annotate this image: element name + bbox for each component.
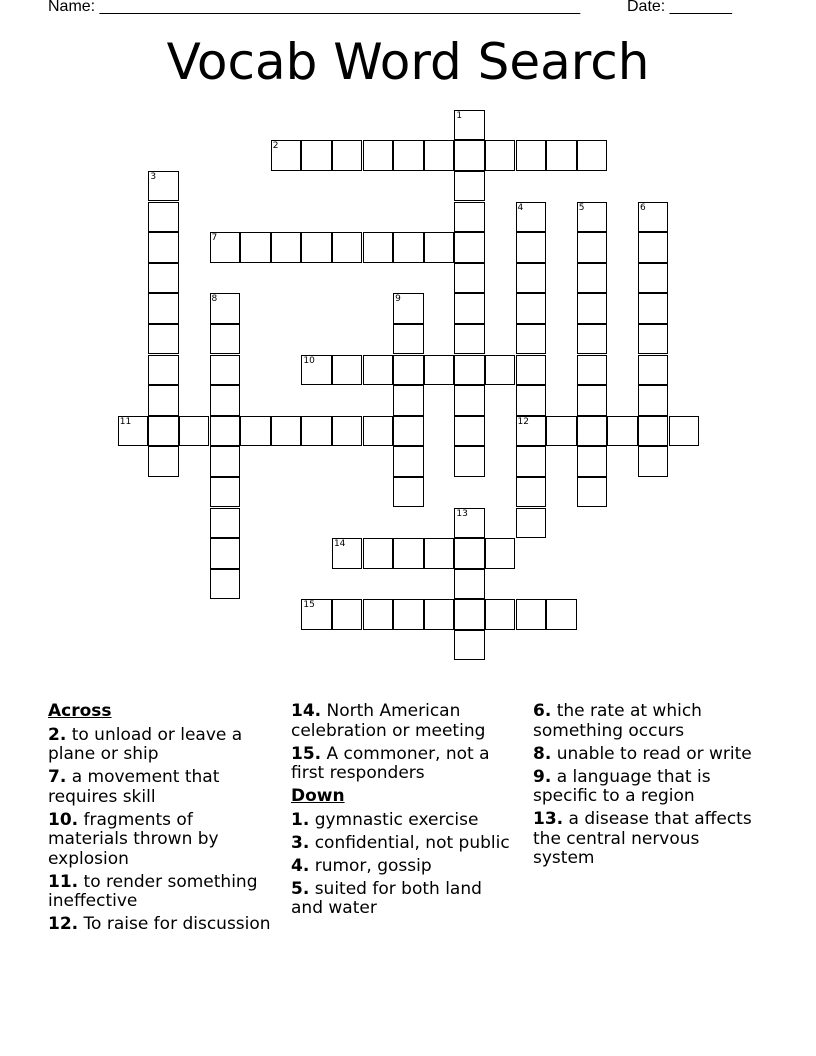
grid-cell[interactable] (577, 477, 608, 508)
grid-cell[interactable] (301, 355, 332, 386)
grid-cell[interactable] (638, 416, 669, 447)
grid-cell[interactable] (577, 385, 608, 416)
clue-item-text: North American celebration or meeting (291, 701, 486, 741)
clue-item (533, 810, 763, 869)
grid-cell[interactable] (454, 110, 485, 141)
grid-cell[interactable] (210, 538, 241, 569)
clue-item-text: the rate at which something occurs (533, 701, 702, 741)
clue-item (48, 915, 273, 935)
clue-item-number: 10. (48, 809, 79, 830)
grid-cell[interactable] (148, 446, 179, 477)
grid-cell[interactable] (332, 140, 363, 171)
grid-cell[interactable] (516, 324, 547, 355)
grid-cell[interactable] (424, 599, 455, 630)
grid-cell[interactable] (454, 263, 485, 294)
clue-item (291, 745, 513, 784)
grid-cell[interactable] (363, 416, 394, 447)
grid-cell[interactable] (454, 171, 485, 202)
clue-item-number: 12. (48, 914, 79, 934)
grid-cell[interactable] (148, 385, 179, 416)
grid-cell[interactable] (638, 263, 669, 294)
clue-item-number: 8. (533, 743, 552, 764)
grid-cell[interactable] (516, 385, 547, 416)
clue-heading-across: Across (48, 701, 112, 721)
grid-cell[interactable] (148, 263, 179, 294)
grid-cell[interactable] (332, 416, 363, 447)
clue-item-number: 4. (291, 855, 310, 876)
grid-cell[interactable] (454, 293, 485, 324)
grid-cell[interactable] (148, 232, 179, 263)
grid-cell[interactable] (638, 232, 669, 263)
grid-cell[interactable] (424, 232, 455, 263)
grid-cell[interactable] (638, 202, 669, 233)
grid-cell[interactable] (485, 355, 516, 386)
grid-cell[interactable] (516, 508, 547, 539)
grid-cell[interactable] (485, 140, 516, 171)
clue-item-number: 14. (291, 701, 322, 721)
clue-item (291, 811, 513, 831)
clue-item-text: rumor, gossip (309, 855, 432, 876)
grid-cell[interactable] (454, 202, 485, 233)
clue-item-text: a disease that affects the central nervous system (533, 809, 752, 868)
clue-item-number: 3. (291, 832, 310, 853)
grid-cell[interactable] (454, 508, 485, 539)
clue-number: 1 (456, 110, 463, 121)
grid-cell[interactable] (669, 416, 700, 447)
grid-cell[interactable] (454, 630, 485, 661)
grid-cell[interactable] (454, 446, 485, 477)
grid-cell[interactable] (638, 293, 669, 324)
clue-item (291, 857, 513, 877)
grid-cell[interactable] (454, 355, 485, 386)
grid-cell[interactable] (424, 355, 455, 386)
clue-item (48, 811, 273, 870)
grid-cell[interactable] (577, 232, 608, 263)
clue-item (291, 834, 513, 854)
grid-cell[interactable] (638, 385, 669, 416)
grid-cell[interactable] (485, 538, 516, 569)
clue-item-number: 15. (291, 743, 322, 764)
grid-cell[interactable] (271, 232, 302, 263)
clue-item-text: A commoner, not a first responders (291, 743, 490, 783)
grid-cell[interactable] (516, 140, 547, 171)
grid-cell[interactable] (301, 599, 332, 630)
grid-cell[interactable] (577, 293, 608, 324)
clue-item-text: to unload or leave a plane or ship (48, 724, 243, 764)
grid-cell[interactable] (271, 416, 302, 447)
clue-item (48, 768, 273, 807)
clue-item (291, 880, 513, 919)
grid-cell[interactable] (577, 324, 608, 355)
grid-cell[interactable] (516, 232, 547, 263)
clue-number: 13 (456, 508, 468, 519)
grid-cell[interactable] (546, 140, 577, 171)
grid-cell[interactable] (118, 416, 149, 447)
grid-cell[interactable] (393, 324, 424, 355)
grid-cell[interactable] (393, 140, 424, 171)
grid-cell[interactable] (148, 416, 179, 447)
grid-cell[interactable] (393, 477, 424, 508)
clue-number: 2 (272, 141, 279, 152)
grid-cell[interactable] (546, 416, 577, 447)
grid-cell[interactable] (516, 477, 547, 508)
clue-item-text: confidential, not public (309, 832, 510, 853)
clue-item-text: a movement that requires skill (48, 767, 220, 807)
grid-cell[interactable] (210, 569, 241, 600)
grid-cell[interactable] (424, 538, 455, 569)
grid-cell[interactable] (516, 446, 547, 477)
grid-cell[interactable] (148, 293, 179, 324)
grid-cell[interactable] (179, 416, 210, 447)
clue-number: 11 (119, 416, 132, 427)
grid-cell[interactable] (516, 599, 547, 630)
grid-cell[interactable] (240, 232, 271, 263)
clue-item (533, 768, 763, 807)
grid-cell[interactable] (577, 263, 608, 294)
name-line: Name: ______________________________________________________ (48, 0, 581, 15)
clue-number: 7 (211, 233, 218, 244)
grid-cell[interactable] (516, 293, 547, 324)
clue-number: 14 (333, 539, 346, 550)
grid-cell[interactable] (577, 202, 608, 233)
grid-cell[interactable] (424, 140, 455, 171)
grid-cell[interactable] (210, 293, 241, 324)
clue-item (48, 726, 273, 765)
clue-item-text: to render something ineffective (48, 871, 258, 911)
grid-cell[interactable] (301, 140, 332, 171)
clue-item-text: gymnastic exercise (309, 809, 479, 830)
grid-cell[interactable] (393, 599, 424, 630)
clue-item-number: 2. (48, 724, 67, 745)
clue-number: 8 (211, 294, 218, 305)
clue-item (291, 702, 513, 741)
grid-cell[interactable] (607, 416, 638, 447)
grid-cell[interactable] (363, 232, 394, 263)
grid-cell[interactable] (393, 232, 424, 263)
clue-number: 9 (395, 294, 401, 305)
clue-number: 6 (639, 202, 646, 213)
grid-cell[interactable] (454, 140, 485, 171)
grid-cell[interactable] (577, 140, 608, 171)
clue-item-text: suited for both land and water (291, 878, 482, 918)
grid-cell[interactable] (332, 538, 363, 569)
grid-cell[interactable] (363, 355, 394, 386)
clue-column-3 (533, 702, 763, 872)
grid-cell[interactable] (210, 416, 241, 447)
grid-cell[interactable] (363, 140, 394, 171)
grid-cell[interactable] (363, 538, 394, 569)
clue-number: 5 (578, 202, 585, 213)
grid-cell[interactable] (393, 416, 424, 447)
grid-cell[interactable] (577, 416, 608, 447)
clue-item (48, 873, 273, 912)
clue-item-text: a language that is specific to a region (533, 766, 711, 806)
clue-item-text: To raise for discussion (78, 914, 271, 934)
clue-number: 3 (150, 171, 157, 182)
grid-cell[interactable] (332, 599, 363, 630)
clue-column-1 (48, 702, 273, 938)
clue-number: 12 (517, 416, 529, 427)
clue-item-number: 7. (48, 767, 67, 787)
clue-number: 15 (303, 600, 315, 611)
grid-cell[interactable] (332, 232, 363, 263)
grid-cell[interactable] (148, 324, 179, 355)
grid-cell[interactable] (271, 140, 302, 171)
grid-cell[interactable] (393, 385, 424, 416)
clue-item (533, 702, 763, 741)
grid-cell[interactable] (210, 232, 241, 263)
grid-cell[interactable] (210, 385, 241, 416)
grid-cell[interactable] (363, 599, 394, 630)
grid-cell[interactable] (148, 202, 179, 233)
grid-cell[interactable] (454, 569, 485, 600)
grid-cell[interactable] (393, 538, 424, 569)
grid-cell[interactable] (240, 416, 271, 447)
clue-item-number: 5. (291, 878, 310, 899)
grid-cell[interactable] (516, 202, 547, 233)
grid-cell[interactable] (210, 477, 241, 508)
grid-cell[interactable] (577, 446, 608, 477)
grid-cell[interactable] (454, 599, 485, 630)
clue-item (533, 745, 763, 765)
clue-item-text: unable to read or write (551, 743, 752, 764)
grid-cell[interactable] (516, 263, 547, 294)
clue-item-text: fragments of materials thrown by explosion (48, 809, 219, 869)
grid-cell[interactable] (454, 232, 485, 263)
page-title: Vocab Word Search (166, 33, 650, 91)
clue-item-number: 9. (533, 766, 552, 787)
grid-cell[interactable] (638, 355, 669, 386)
clue-heading-down: Down (291, 786, 345, 806)
grid-cell[interactable] (210, 355, 241, 386)
grid-cell[interactable] (148, 171, 179, 202)
grid-cell[interactable] (301, 416, 332, 447)
clue-number: 10 (303, 355, 315, 366)
clue-item-number: 11. (48, 871, 79, 892)
date-line: Date: _______ (627, 0, 732, 15)
clue-item-number: 6. (533, 701, 552, 721)
clue-number: 4 (517, 202, 524, 213)
grid-cell[interactable] (454, 324, 485, 355)
grid-cell[interactable] (454, 538, 485, 569)
grid-cell[interactable] (301, 232, 332, 263)
grid-cell[interactable] (577, 355, 608, 386)
clue-item-number: 1. (291, 809, 310, 830)
grid-cell[interactable] (638, 446, 669, 477)
grid-cell[interactable] (210, 324, 241, 355)
grid-cell[interactable] (332, 355, 363, 386)
clue-item-number: 13. (533, 809, 564, 829)
grid-cell[interactable] (393, 293, 424, 324)
grid-cell[interactable] (546, 599, 577, 630)
grid-cell[interactable] (638, 324, 669, 355)
clue-column-2 (291, 702, 513, 922)
grid-cell[interactable] (516, 416, 547, 447)
grid-cell[interactable] (148, 355, 179, 386)
grid-cell[interactable] (393, 446, 424, 477)
grid-cell[interactable] (210, 508, 241, 539)
grid-cell[interactable] (454, 416, 485, 447)
grid-cell[interactable] (454, 385, 485, 416)
grid-cell[interactable] (485, 599, 516, 630)
grid-cell[interactable] (516, 355, 547, 386)
grid-cell[interactable] (210, 446, 241, 477)
grid-cell[interactable] (393, 355, 424, 386)
